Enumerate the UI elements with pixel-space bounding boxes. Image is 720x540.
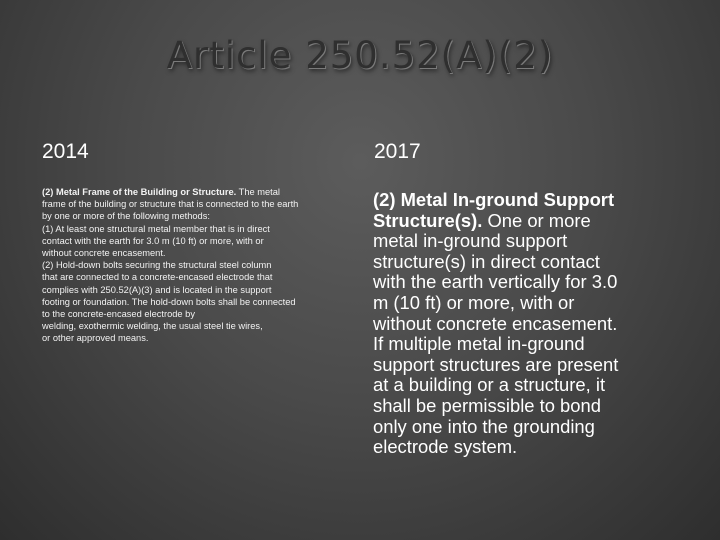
text-2017-line: only one into the grounding [373, 415, 595, 437]
text-2017-line: shall be permissible to bond [373, 394, 601, 416]
text-2014-line: frame of the building or structure that is connected to the earth [42, 199, 299, 210]
text-2014-line [42, 186, 348, 198]
text-2017-line [373, 211, 693, 232]
text-2014-line: (2) Hold-down bolts securing the structural steel column [42, 260, 272, 271]
slide-title: Article 250.52(A)(2) [166, 34, 554, 77]
text-2014 [42, 186, 348, 345]
text-2014-line: welding, exothermic welding, the usual steel tie wires, [42, 321, 263, 332]
text-2017-line: If multiple metal in-ground [373, 333, 585, 355]
text-2017-line: without concrete encasement. [373, 312, 618, 334]
text-2014-line: footing or foundation. The hold-down bolts shall be connected [42, 296, 296, 307]
text-2014-line: by one or more of the following methods: [42, 211, 210, 222]
text-2017-line: with the earth vertically for 3.0 [373, 271, 618, 293]
text-2017 [373, 190, 693, 458]
text-2017-line: electrode system. [373, 436, 518, 458]
text-2017-line: support structures are present [373, 353, 619, 375]
heading-2014: 2014 [42, 140, 89, 163]
text-2017-line [373, 190, 693, 211]
heading-2017: 2017 [374, 140, 421, 163]
text-2017-line: metal in-ground support [373, 230, 568, 252]
text-2014-line: without concrete encasement. [42, 248, 166, 259]
text-2017-bold-line1: (2) Metal In-ground Support [373, 189, 615, 210]
text-2017-bold-line2: Structure(s). [373, 209, 483, 231]
text-2014-line: or other approved means. [42, 333, 149, 344]
text-2014-line-segment: The metal [236, 187, 280, 197]
text-2017-line: structure(s) in direct contact [373, 250, 600, 272]
text-2017-line: m (10 ft) or more, with or [373, 291, 575, 313]
text-2014-bold-lead: (2) Metal Frame of the Building or Structure. [42, 187, 237, 197]
text-2017-line: at a building or a structure, it [373, 374, 606, 396]
text-2014-line: to the concrete-encased electrode by [42, 309, 195, 320]
text-2014-line: (1) At least one structural metal member that is in direct [42, 223, 270, 234]
text-2014-line: that are connected to a concrete-encased electrode that [42, 272, 273, 283]
text-2014-line: complies with 250.52(A)(3) and is located in the support [42, 284, 272, 295]
text-2017-line-segment: One or more [482, 209, 591, 231]
text-2014-line: contact with the earth for 3.0 m (10 ft) or more, with or [42, 235, 264, 246]
